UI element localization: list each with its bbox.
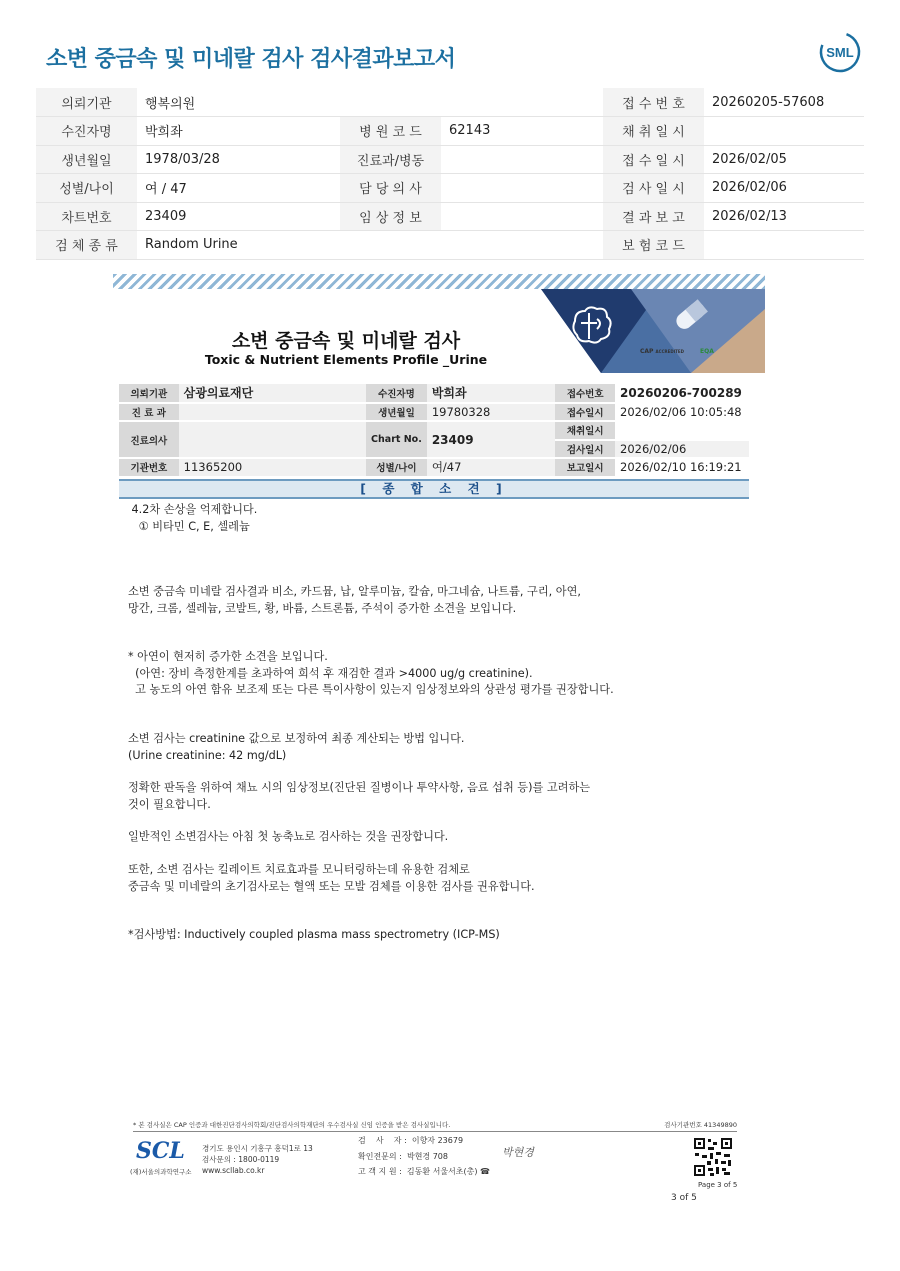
- table-row: [36, 117, 864, 146]
- lab-number: 검사기관번호 41349890: [664, 1121, 737, 1129]
- inner-page-number: Page 3 of 5: [698, 1181, 738, 1189]
- table-row: [36, 202, 864, 231]
- value-insurance-code: [704, 231, 864, 260]
- value-specimen: Random Urine: [137, 231, 603, 260]
- table-row: [36, 88, 864, 117]
- value-receipt-time: 2026/02/06 10:05:48: [615, 403, 749, 422]
- label-report-date: 결 과 보 고: [603, 202, 704, 231]
- report-title: 소변 중금속 및 미네랄 검사 검사결과보고서: [46, 47, 456, 72]
- label-doctor: 담 당 의 사: [340, 174, 441, 203]
- value-sex-age: 여 / 47: [137, 174, 340, 203]
- value-test-time: 2026/02/06: [615, 440, 749, 459]
- value-collection-time: [615, 421, 749, 440]
- summary-paragraph: 소변 검사는 creatinine 값으로 보정하여 최종 계산되는 방법 입니다. (Urine creatinine: 42 mg/dL): [128, 732, 465, 762]
- label-receipt-no: 접 수 번 호: [603, 88, 704, 117]
- label-receipt-no: 접수번호: [555, 384, 615, 403]
- value-sex-age: 여/47: [427, 458, 556, 477]
- summary-paragraph: 4.2차 손상을 억제합니다. ① 비타민 C, E, 셀레늄: [131, 503, 258, 533]
- value-clinical-info: [441, 202, 603, 231]
- label-institution-no: 기관번호: [119, 458, 179, 477]
- value-patient-name: 박희좌: [137, 117, 340, 146]
- svg-text:SML: SML: [826, 45, 854, 60]
- label-birthdate: 생년월일: [366, 403, 427, 422]
- scl-logo: SCL: [136, 1138, 185, 1164]
- summary-paragraph: 소변 중금속 미네랄 검사결과 비소, 카드뮴, 납, 알루미늄, 칼슘, 마그네슘, 나트륨, 구리, 아연, 망간, 크롬, 셀레늄, 코발트, 황, 바륨, 스트론튬, 주석이 증가한 소견을 보입니다.: [128, 585, 581, 615]
- patient-info-table: [36, 88, 864, 260]
- label-birthdate: 생년월일: [36, 145, 137, 174]
- doctor-signature: 박현경: [502, 1146, 534, 1159]
- table-row: [119, 384, 749, 403]
- summary-heading: [ 종 합 소 견 ]: [119, 479, 749, 499]
- value-institution-no: 11365200: [179, 458, 366, 477]
- value-doctor: [179, 421, 366, 458]
- value-chart-no: 23409: [427, 421, 556, 458]
- label-department: 진 료 과: [119, 403, 179, 422]
- value-chart-no: 23409: [137, 202, 340, 231]
- label-requester: 의뢰기관: [36, 88, 137, 117]
- table-row: [36, 145, 864, 174]
- report-main-title: 소변 중금속 및 미네랄 검사: [231, 330, 461, 352]
- label-collection-time: 채취일시: [555, 421, 615, 440]
- label-chart-no: Chart No.: [366, 421, 427, 458]
- lab-staff: 검 사 자 : 이향자 23679 확인전문의 : 박현경 708 고 객 지 원 : 김동환 서울서초(총) ☎: [358, 1136, 490, 1176]
- label-requester: 의뢰기관: [119, 384, 179, 403]
- value-report-time: 2026/02/10 16:19:21: [615, 458, 749, 477]
- label-sex-age: 성별/나이: [366, 458, 427, 477]
- value-receipt-no: 20260205-57608: [704, 88, 864, 117]
- table-row: [36, 231, 864, 260]
- label-sex-age: 성별/나이: [36, 174, 137, 203]
- label-collection-time: 채 취 일 시: [603, 117, 704, 146]
- summary-paragraph: 또한, 소변 검사는 킬레이트 치료효과를 모니터링하는데 유용한 검체로 중금속 및 미네랄의 초기검사로는 혈액 또는 모발 검체를 이용한 검사를 권유합니다.: [128, 863, 535, 893]
- label-hospital-code: 병 원 코 드: [340, 117, 441, 146]
- footer-note-text: * 본 검사실은 CAP 인증과 대한진단검사의학회/진단검사의학재단의 우수검사실 신임 인증을 받은 검사실입니다.: [133, 1121, 451, 1129]
- label-chart-no: 차트번호: [36, 202, 137, 231]
- summary-paragraph: 일반적인 소변검사는 아침 첫 농축뇨로 검사하는 것을 권장합니다.: [128, 830, 449, 843]
- scl-name: (재)서울의과학연구소: [130, 1168, 192, 1176]
- sml-logo: [818, 30, 862, 74]
- table-row: [119, 458, 749, 477]
- eqa-cert-logo: EQA: [700, 348, 714, 355]
- label-department: 진료과/병동: [340, 145, 441, 174]
- test-method: *검사방법: Inductively coupled plasma mass spectrometry (ICP-MS): [128, 928, 500, 941]
- label-doctor: 진료의사: [119, 421, 179, 458]
- report-header-stripe: [113, 274, 765, 289]
- page-number: 3 of 5: [671, 1193, 697, 1203]
- label-test-time: 검사일시: [555, 440, 615, 459]
- value-requester: 행복의원: [137, 88, 603, 117]
- value-report-date: 2026/02/13: [704, 202, 864, 231]
- value-requester: 삼광의료재단: [179, 384, 366, 403]
- value-department: [441, 145, 603, 174]
- label-test-time: 검 사 일 시: [603, 174, 704, 203]
- footer-certification-note: [133, 1120, 737, 1132]
- value-department: [179, 403, 366, 422]
- qr-code-icon: [693, 1137, 733, 1177]
- cap-cert-logo: CAP ACCREDITED: [640, 348, 684, 355]
- value-birthdate: 1978/03/28: [137, 145, 340, 174]
- label-receipt-time: 접 수 일 시: [603, 145, 704, 174]
- report-subtitle: Toxic & Nutrient Elements Profile _Urine: [204, 352, 488, 367]
- label-patient-name: 수진자명: [36, 117, 137, 146]
- value-collection-time: [704, 117, 864, 146]
- table-row: [119, 421, 749, 440]
- table-row: [119, 403, 749, 422]
- lab-address: 경기도 용인시 기흥구 흥덕1로 13 검사문의 : 1800-0119 www.scllab.co.kr: [202, 1144, 313, 1175]
- value-receipt-time: 2026/02/05: [704, 145, 864, 174]
- value-hospital-code: 62143: [441, 117, 603, 146]
- label-patient-name: 수진자명: [366, 384, 427, 403]
- value-birthdate: 19780328: [427, 403, 556, 422]
- label-insurance-code: 보 험 코 드: [603, 231, 704, 260]
- summary-paragraph: * 아연이 현저히 증가한 소견을 보입니다. (아연: 장비 측정한계를 초과하여 희석 후 재검한 결과 >4000 ug/g creatinine). 고 농도의 아연 함유 보조제 또는 다른 특이사항이 있는지 임상정보와의 상관성 평가를 권장합니다.: [128, 650, 614, 696]
- value-test-time: 2026/02/06: [704, 174, 864, 203]
- value-doctor: [441, 174, 603, 203]
- table-row: [36, 174, 864, 203]
- report-info-table: [119, 384, 749, 478]
- label-report-time: 보고일시: [555, 458, 615, 477]
- summary-paragraph: 정확한 판독을 위하여 채뇨 시의 임상정보(진단된 질병이나 투약사항, 음료 섭취 등)를 고려하는 것이 필요합니다.: [128, 781, 591, 811]
- label-clinical-info: 임 상 정 보: [340, 202, 441, 231]
- value-receipt-no: 20260206-700289: [615, 384, 749, 403]
- label-specimen: 검 체 종 류: [36, 231, 137, 260]
- value-patient-name: 박희좌: [427, 384, 556, 403]
- label-receipt-time: 접수일시: [555, 403, 615, 422]
